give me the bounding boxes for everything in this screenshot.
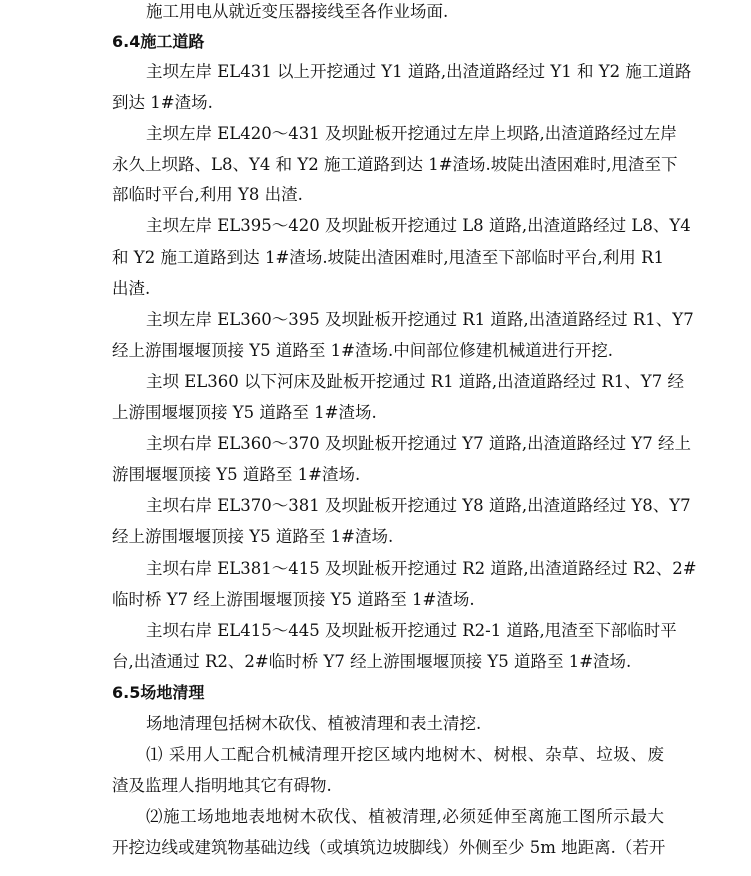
paragraph-line: 施工用电从就近变压器接线至各作业场面. (146, 2, 449, 21)
paragraph-line: 主坝左岸 EL360～395 及坝趾板开挖通过 R1 道路,出渣道路经过 R1、Y7 (146, 310, 694, 329)
paragraph-line: 永久上坝路、L8、Y4 和 Y2 施工道路到达 1#渣场.坡陡出渣困难时,甩渣至下 (112, 155, 678, 174)
paragraph-line: 开挖边线或建筑物基础边线（或填筑边坡脚线）外侧至少 5m 地距离.（若开 (112, 838, 666, 857)
section-heading: 6.4施工道路 (112, 32, 205, 51)
section-heading: 6.5场地清理 (112, 683, 205, 702)
paragraph-line: 和 Y2 施工道路到达 1#渣场.坡陡出渣困难时,甩渣至下部临时平台,利用 R1 (112, 248, 664, 267)
paragraph-line: 台,出渣通过 R2、2#临时桥 Y7 经上游围堰堰顶接 Y5 道路至 1#渣场. (112, 652, 632, 671)
paragraph-line: 上游围堰堰顶接 Y5 道路至 1#渣场. (112, 403, 377, 422)
paragraph-line: ⑴ 采用人工配合机械清理开挖区域内地树木、树根、杂草、垃圾、废 (146, 745, 664, 764)
paragraph-line: 到达 1#渣场. (112, 93, 213, 112)
paragraph-line: 临时桥 Y7 经上游围堰堰顶接 Y5 道路至 1#渣场. (112, 590, 475, 609)
paragraph-line: 主坝右岸 EL415～445 及坝趾板开挖通过 R2-1 道路,甩渣至下部临时平 (146, 621, 677, 640)
paragraph-line: 主坝左岸 EL431 以上开挖通过 Y1 道路,出渣道路经过 Y1 和 Y2 施工道路 (146, 62, 692, 81)
paragraph-line: 渣及监理人指明地其它有碍物. (112, 776, 332, 795)
paragraph-line: 主坝右岸 EL370～381 及坝趾板开挖通过 Y8 道路,出渣道路经过 Y8、Y7 (146, 496, 691, 515)
paragraph-line: 经上游围堰堰顶接 Y5 道路至 1#渣场.中间部位修建机械道进行开挖. (112, 341, 613, 360)
paragraph-line: 主坝左岸 EL395～420 及坝趾板开挖通过 L8 道路,出渣道路经过 L8、Y4 (146, 216, 691, 235)
paragraph-line: 主坝 EL360 以下河床及趾板开挖通过 R1 道路,出渣道路经过 R1、Y7 经 (146, 372, 684, 391)
paragraph-line: 经上游围堰堰顶接 Y5 道路至 1#渣场. (112, 527, 394, 546)
paragraph-line: 部临时平台,利用 Y8 出渣. (112, 185, 303, 204)
paragraph-line: 主坝左岸 EL420～431 及坝趾板开挖通过左岸上坝路,出渣道路经过左岸 (146, 124, 677, 143)
paragraph-line: ⑵施工场地地表地树木砍伐、植被清理,必须延伸至离施工图所示最大 (146, 807, 664, 826)
paragraph-line: 主坝右岸 EL381～415 及坝趾板开挖通过 R2 道路,出渣道路经过 R2、2# (146, 559, 697, 578)
paragraph-line: 场地清理包括树木砍伐、植被清理和表土清挖. (146, 714, 482, 733)
paragraph-line: 主坝右岸 EL360～370 及坝趾板开挖通过 Y7 道路,出渣道路经过 Y7 经上 (146, 434, 691, 453)
paragraph-line: 出渣. (112, 279, 151, 298)
paragraph-line: 游围堰堰顶接 Y5 道路至 1#渣场. (112, 465, 361, 484)
